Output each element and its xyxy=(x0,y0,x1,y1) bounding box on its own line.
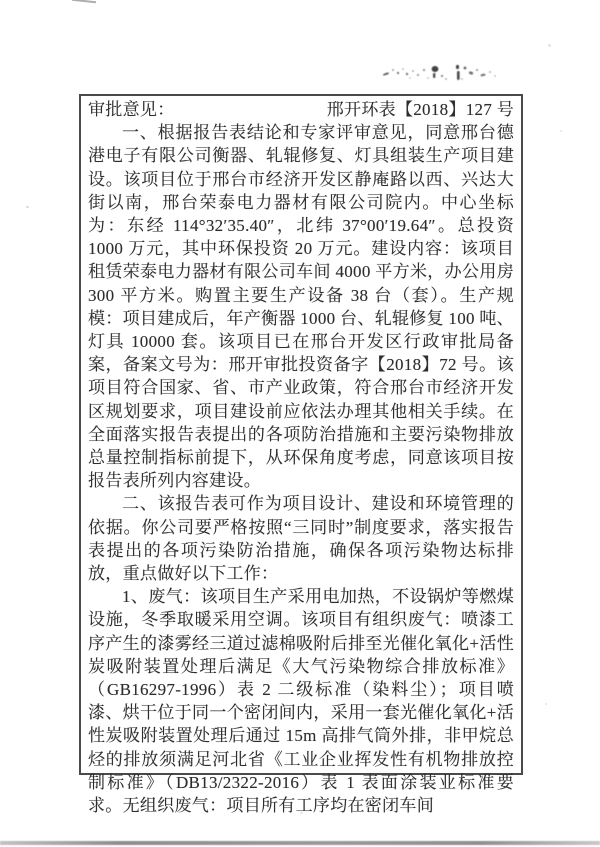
paper-speck xyxy=(560,130,562,132)
paper-speck xyxy=(300,812,303,814)
paragraph-approval-1: 一、根据报告表结论和专家评审意见，同意邢台德港电子有限公司衡器、轧辊修复、灯具组装生产项目建设。该项目位于邢台市经济开发区静庵路以西、兴达大街以南，邢台荣泰电力器材有限公司院内。中心坐标为：东经 114°32′35.40″，北纬 37°00′19.64″。总投资 1000 万元，其中环保投资 20 万元。建设内容：该项目租赁荣泰电力器材有限公司车间 4000 平方米，办公用房 300 平方米。购置主要生产设备 38 台（套）。生产规模：项目建成后，年产衡器 1000 台、轧辊修复 100 吨、灯具 10000 套。该项目已在邢台开发区行政审批局备案，备案文号为：邢开审批投资备字【2018】72 号。该项目符合国家、省、市产业政策，符合邢台市经济开发区规划要求，项目建设前应依法办理其他相关手续。在全面落实报告表提出的各项防治措施和主要污染物排放总量控制指标前提下，从环保角度考虑，同意该项目按报告表所列内容建设。 xyxy=(88,123,514,491)
document-number: 邢开环表【2018】127 号 xyxy=(326,100,514,119)
scan-artifact-top-edge xyxy=(72,0,96,3)
paper-speck xyxy=(548,44,551,47)
approval-label: 审批意见： xyxy=(88,100,175,119)
paper-speck xyxy=(545,703,547,705)
paragraph-approval-2: 二、该报告表可作为项目设计、建设和环境管理的依据。你公司要严格按照“三同时”制度要求，落实报告表提出的各项污染防治措施，确保各项污染物达标排放，重点做好以下工作： xyxy=(88,494,514,584)
approval-header-row xyxy=(88,98,514,121)
handwritten-ink-smudge xyxy=(372,52,512,92)
paragraph-approval-3: 1、废气：该项目生产采用电加热，不设锅炉等燃煤设施，冬季取暖采用空调。该项目有组织废气：喷漆工序产生的漆雾经三道过滤棉吸附后排至光催化氧化+活性炭吸附装置处理后满足《大气污染物综合排放标准》（GB16297-1996）表 2 二级标准（染料尘）；项目喷漆、烘干位于同一个密闭间内，采用一套光催化氧化+活性炭吸附装置处理后通过 15m 高排气筒外排，非甲烷总烃的排放须满足河北省《工业企业挥发性有机物排放控制标准》（DB13/2322-2016）表 1 表面涂装业标准要求。无组织废气：项目所有工序均在密闭车间 xyxy=(88,587,514,816)
scan-edge-line xyxy=(0,841,600,845)
approval-opinion-box xyxy=(79,94,523,816)
paper-speck xyxy=(26,206,29,208)
